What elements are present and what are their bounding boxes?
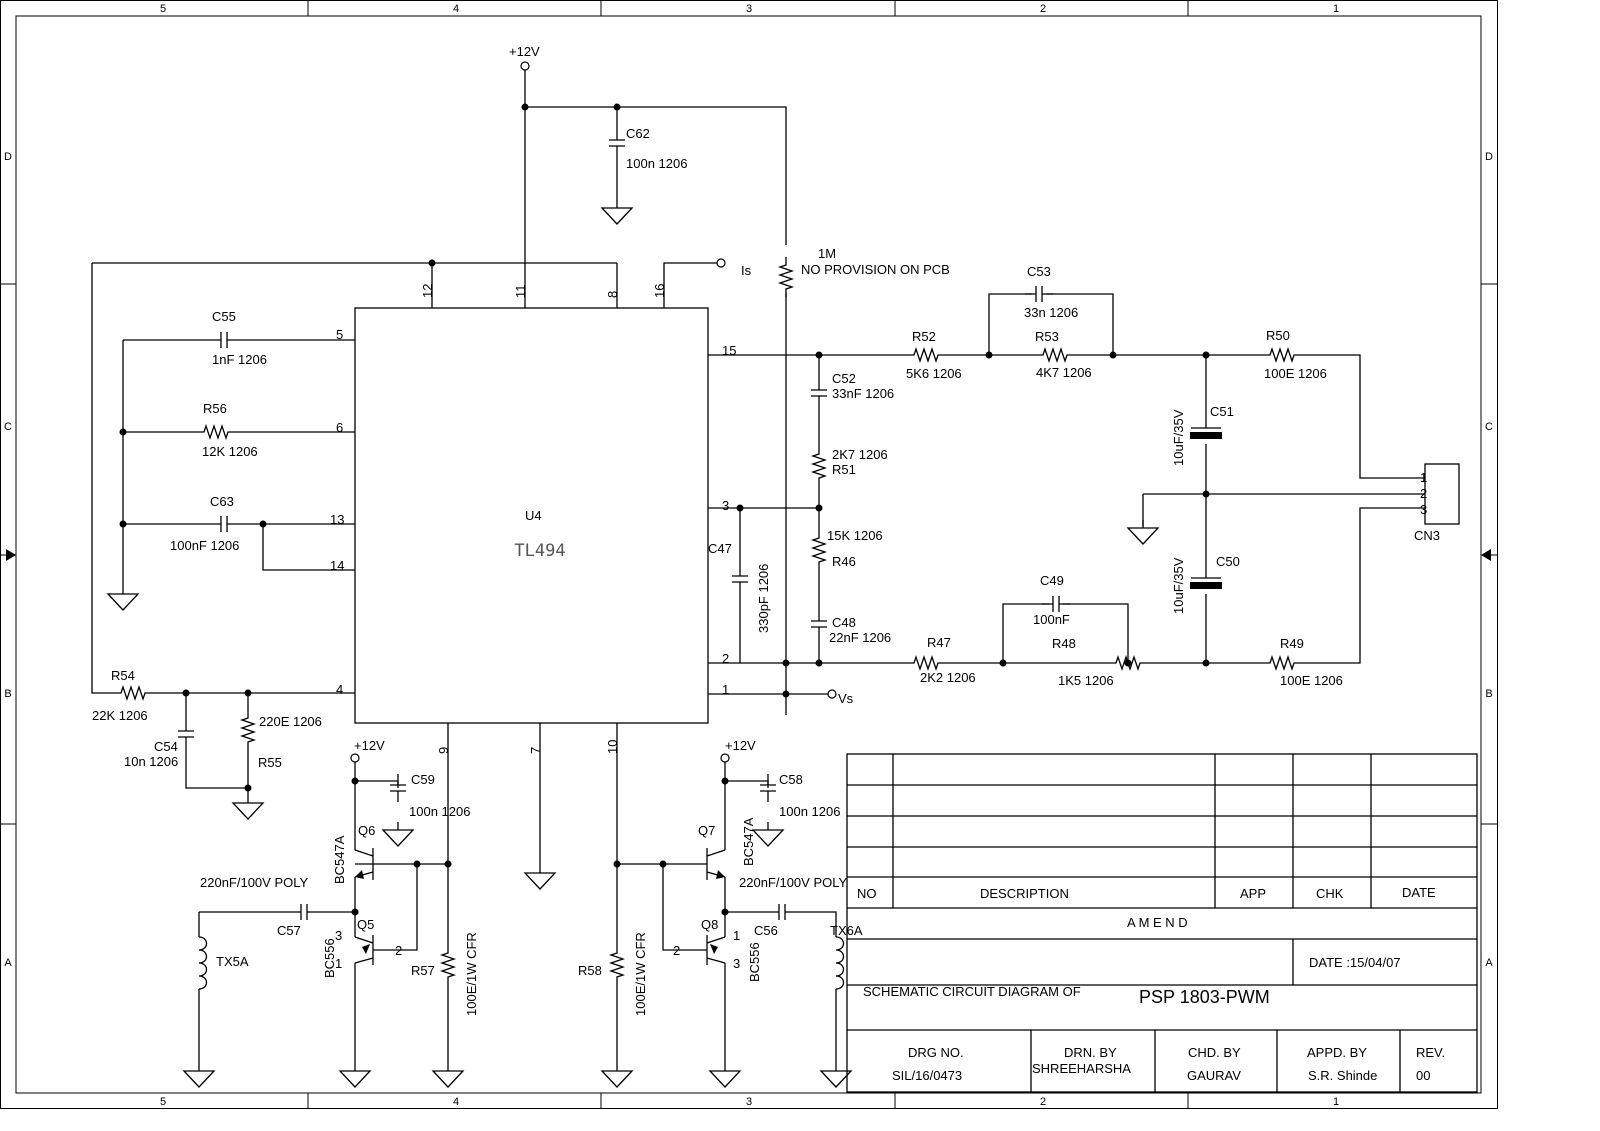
row-label: B [4, 688, 12, 700]
ref-r57: R57 [411, 963, 435, 978]
column-labels-bottom [160, 1096, 1339, 1108]
row-label: D [4, 151, 12, 163]
row-label: A [4, 957, 12, 969]
drg-no-label: DRG NO. [908, 1045, 964, 1060]
pin-number: 8 [605, 290, 620, 298]
title-block [847, 754, 1477, 1092]
ref-r47: R47 [927, 635, 951, 650]
terminals [351, 62, 836, 762]
amend-header-no: NO [857, 886, 877, 901]
ref-c58: C58 [779, 772, 803, 787]
ref-q8: Q8 [701, 917, 719, 932]
value-r56: 12K 1206 [202, 444, 258, 459]
drawing-title: PSP 1803-PWM [1139, 987, 1270, 1007]
rev-label: REV. [1416, 1045, 1446, 1060]
junctions [120, 104, 1210, 916]
value-r51: 2K7 1206 [832, 447, 888, 462]
ic-part-label: TL494 [514, 541, 566, 561]
value-c59: 100n 1206 [409, 804, 471, 819]
pin-number: 6 [336, 420, 344, 435]
ref-q6: Q6 [358, 823, 376, 838]
date-value: DATE :15/04/07 [1309, 955, 1401, 970]
pin-number: 14 [330, 558, 345, 573]
col-label: 3 [745, 3, 753, 15]
value-r47: 2K2 1206 [920, 670, 976, 685]
ref-c59: C59 [411, 772, 435, 787]
ic-u4 [355, 308, 708, 723]
ref-c55: C55 [212, 309, 236, 324]
component-labels [92, 126, 1440, 1016]
ref-r58: R58 [578, 963, 602, 978]
pin-number: 4 [336, 682, 344, 697]
row-labels-right [1485, 151, 1493, 969]
value-r46: 15K 1206 [827, 528, 883, 543]
appd-by: S.R. Shinde [1308, 1068, 1378, 1083]
value-c51: 10uF/35V [1171, 409, 1186, 466]
value-c58: 100n 1206 [779, 804, 841, 819]
ref-tx5a: TX5A [216, 954, 249, 969]
value-c56: 220nF/100V POLY [739, 875, 848, 890]
col-label: 1 [1332, 3, 1340, 15]
pin-number: 3 [722, 498, 730, 513]
ref-c52: C52 [832, 371, 856, 386]
value-c49: 100nF [1033, 612, 1070, 627]
ref-c53: C53 [1027, 264, 1051, 279]
transistor-q8 [698, 905, 725, 975]
ref-c62: C62 [626, 126, 650, 141]
ref-r56: R56 [203, 401, 227, 416]
ref-r46: R46 [832, 554, 856, 569]
value-c53: 33n 1206 [1024, 305, 1079, 320]
col-label: 2 [1039, 1096, 1047, 1108]
value-c54: 10n 1206 [124, 754, 179, 769]
q8-pin-b: 2 [673, 943, 681, 958]
q5-pin-e: 1 [335, 956, 343, 971]
value-c52: 33nF 1206 [832, 386, 895, 401]
net-label-vs: Vs [838, 691, 854, 706]
transistor-q6 [355, 848, 373, 880]
net-label-vcc: +12V [354, 738, 385, 753]
cn3-pin: 1 [1420, 470, 1428, 485]
ref-c50: C50 [1216, 554, 1240, 569]
appd-by-label: APPD. BY [1307, 1045, 1367, 1060]
value-c55: 1nF 1206 [212, 352, 267, 367]
value-1m: NO PROVISION ON PCB [801, 262, 950, 277]
q5-pin-b: 2 [395, 943, 403, 958]
drg-no: SIL/16/0473 [892, 1068, 963, 1083]
ref-r54: R54 [111, 668, 135, 683]
ref-q7: Q7 [698, 823, 716, 838]
net-label-is: Is [741, 263, 752, 278]
cn3-pin: 2 [1420, 486, 1428, 501]
col-label: 4 [452, 3, 460, 15]
value-r52: 5K6 1206 [906, 366, 962, 381]
pin-number: 13 [330, 512, 345, 527]
chd-by: GAURAV [1187, 1068, 1241, 1083]
col-label: 5 [159, 1096, 167, 1108]
ref-r50: R50 [1266, 328, 1290, 343]
value-r49: 100E 1206 [1280, 673, 1343, 688]
value-q6: BC547A [332, 835, 347, 884]
row-label: C [4, 421, 12, 433]
value-r54: 22K 1206 [92, 708, 148, 723]
value-q5: BC556 [322, 938, 337, 978]
value-c57: 220nF/100V POLY [200, 875, 309, 890]
ref-r53: R53 [1035, 329, 1059, 344]
drn-by: SHREEHARSHA [1032, 1061, 1131, 1076]
value-c50: 10uF/35V [1171, 557, 1186, 614]
amend-header-chk: CHK [1316, 886, 1344, 901]
ref-q5: Q5 [357, 917, 375, 932]
pin-number: 1 [722, 682, 730, 697]
ref-c47: C47 [708, 541, 732, 556]
ref-r52: R52 [912, 329, 936, 344]
drn-by-label: DRN. BY [1064, 1045, 1117, 1060]
transistor-q5 [355, 905, 382, 975]
pin-number: 15 [722, 343, 737, 358]
net-label-vcc: +12V [509, 44, 540, 59]
value-r53: 4K7 1206 [1036, 365, 1092, 380]
ref-c54: C54 [154, 739, 178, 754]
pin-number: 16 [652, 283, 667, 298]
ref-c49: C49 [1040, 573, 1064, 588]
value-c62: 100n 1206 [626, 156, 688, 171]
col-label: 3 [745, 1096, 753, 1108]
value-r55: 220E 1206 [259, 714, 322, 729]
pin-number: 12 [420, 283, 435, 298]
pin-number: 2 [722, 651, 730, 666]
ic-ref-label: U4 [525, 508, 542, 523]
value-r48: 1K5 1206 [1058, 673, 1114, 688]
value-c63: 100nF 1206 [170, 538, 240, 553]
ref-c51: C51 [1210, 404, 1234, 419]
amend-header-date: DATE [1402, 885, 1436, 900]
ref-c56: C56 [754, 923, 778, 938]
col-label: 2 [1039, 3, 1047, 15]
ref-r55: R55 [258, 755, 282, 770]
pin-number: 7 [528, 746, 543, 754]
pin-number: 11 [513, 284, 528, 298]
ref-r51: R51 [832, 462, 856, 477]
ref-tx6a: TX6A [830, 923, 863, 938]
ref-r49: R49 [1280, 636, 1304, 651]
q8-pin-e: 1 [733, 928, 741, 943]
row-labels-left [4, 151, 12, 969]
row-label: B [1485, 688, 1493, 700]
value-c47: 330pF 1206 [756, 563, 771, 633]
chd-by-label: CHD. BY [1188, 1045, 1241, 1060]
q8-pin-c: 3 [733, 956, 741, 971]
value-q7: BC547A [741, 817, 756, 866]
transistor-q7 [707, 848, 725, 880]
rev: 00 [1416, 1068, 1431, 1083]
row-label: C [1485, 421, 1493, 433]
row-label: A [1485, 957, 1493, 969]
col-label: 5 [159, 3, 167, 15]
q5-pin-c: 3 [335, 928, 343, 943]
value-q8: BC556 [747, 942, 762, 982]
pin-number: 9 [436, 746, 451, 754]
pin-number: 10 [605, 739, 620, 754]
value-r57: 100E/1W CFR [464, 932, 479, 1016]
amend-header-app: APP [1240, 886, 1267, 901]
value-c48: 22nF 1206 [829, 630, 892, 645]
amend-header-description: DESCRIPTION [980, 886, 1069, 901]
col-label: 4 [452, 1096, 460, 1108]
title-prefix: SCHEMATIC CIRCUIT DIAGRAM OF [863, 984, 1081, 999]
amend-label: A M E N D [1127, 915, 1188, 930]
net-label-vcc: +12V [725, 738, 756, 753]
value-r50: 100E 1206 [1264, 366, 1327, 381]
ref-c57: C57 [277, 923, 301, 938]
net-labels [354, 44, 854, 753]
col-label: 1 [1332, 1096, 1340, 1108]
ref-c63: C63 [210, 494, 234, 509]
value-r58: 100E/1W CFR [633, 932, 648, 1016]
row-label: D [1485, 151, 1493, 163]
cn3-pin: 3 [1420, 502, 1428, 517]
ref-cn3: CN3 [1414, 528, 1441, 543]
ref-c48: C48 [832, 615, 856, 630]
ref-1m: 1M [818, 246, 837, 261]
column-labels-top [160, 3, 1339, 15]
pin-number: 5 [336, 327, 344, 342]
ref-r48: R48 [1052, 636, 1076, 651]
